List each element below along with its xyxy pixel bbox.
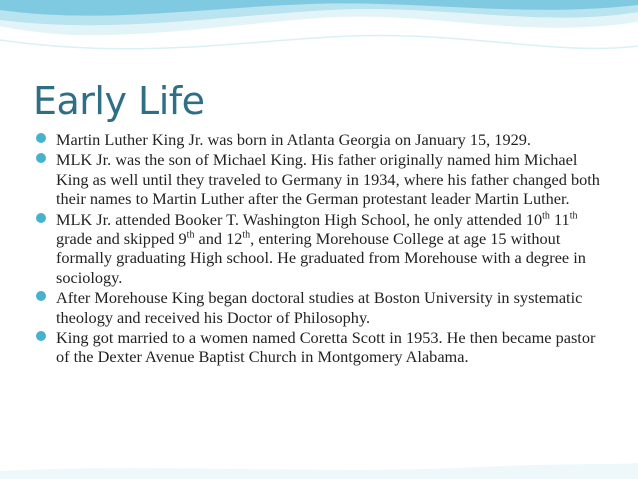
slide-title: Early Life xyxy=(33,79,205,123)
bullet-item xyxy=(36,328,606,367)
bottom-wave-decoration xyxy=(0,419,638,479)
bullet-item xyxy=(36,210,606,288)
superscript: th xyxy=(242,229,251,241)
top-wave-decoration xyxy=(0,0,638,80)
superscript: th xyxy=(186,229,195,241)
bullet-dot-icon xyxy=(36,153,46,163)
bullet-text: King got married to a women named Coretta Scott in 1953. He then became pastor of the Dexter Avenue Baptist Church in Montgomery Alabama. xyxy=(56,328,596,367)
bullet-text: MLK Jr. attended Booker T. Washington High School, he only attended 10th 11th grade and skipped 9th and 12th, entering Morehouse College at age 15 without formally graduating High school. He graduated from Morehouse with a degree in sociology. xyxy=(56,209,586,287)
bullet-dot-icon xyxy=(36,331,46,341)
bullet-text: MLK Jr. was the son of Michael King. His father originally named him Michael King as well until they traveled to Germany in 1934, where his father changed both their names to Martin Luther after the German protestant leader Martin Luther. xyxy=(56,150,600,209)
bullet-dot-icon xyxy=(36,213,46,223)
bullet-item xyxy=(36,130,606,149)
bullet-text: Martin Luther King Jr. was born in Atlanta Georgia on January 15, 1929. xyxy=(56,130,531,149)
bullet-text: After Morehouse King began doctoral studies at Boston University in systematic theology and received his Doctor of Philosophy. xyxy=(56,288,583,327)
superscript: th xyxy=(569,210,578,222)
bullet-dot-icon xyxy=(36,133,46,143)
bullet-item xyxy=(36,150,606,208)
bullet-dot-icon xyxy=(36,291,46,301)
superscript: th xyxy=(542,210,550,222)
bullet-list xyxy=(36,130,606,368)
bullet-item xyxy=(36,288,606,327)
